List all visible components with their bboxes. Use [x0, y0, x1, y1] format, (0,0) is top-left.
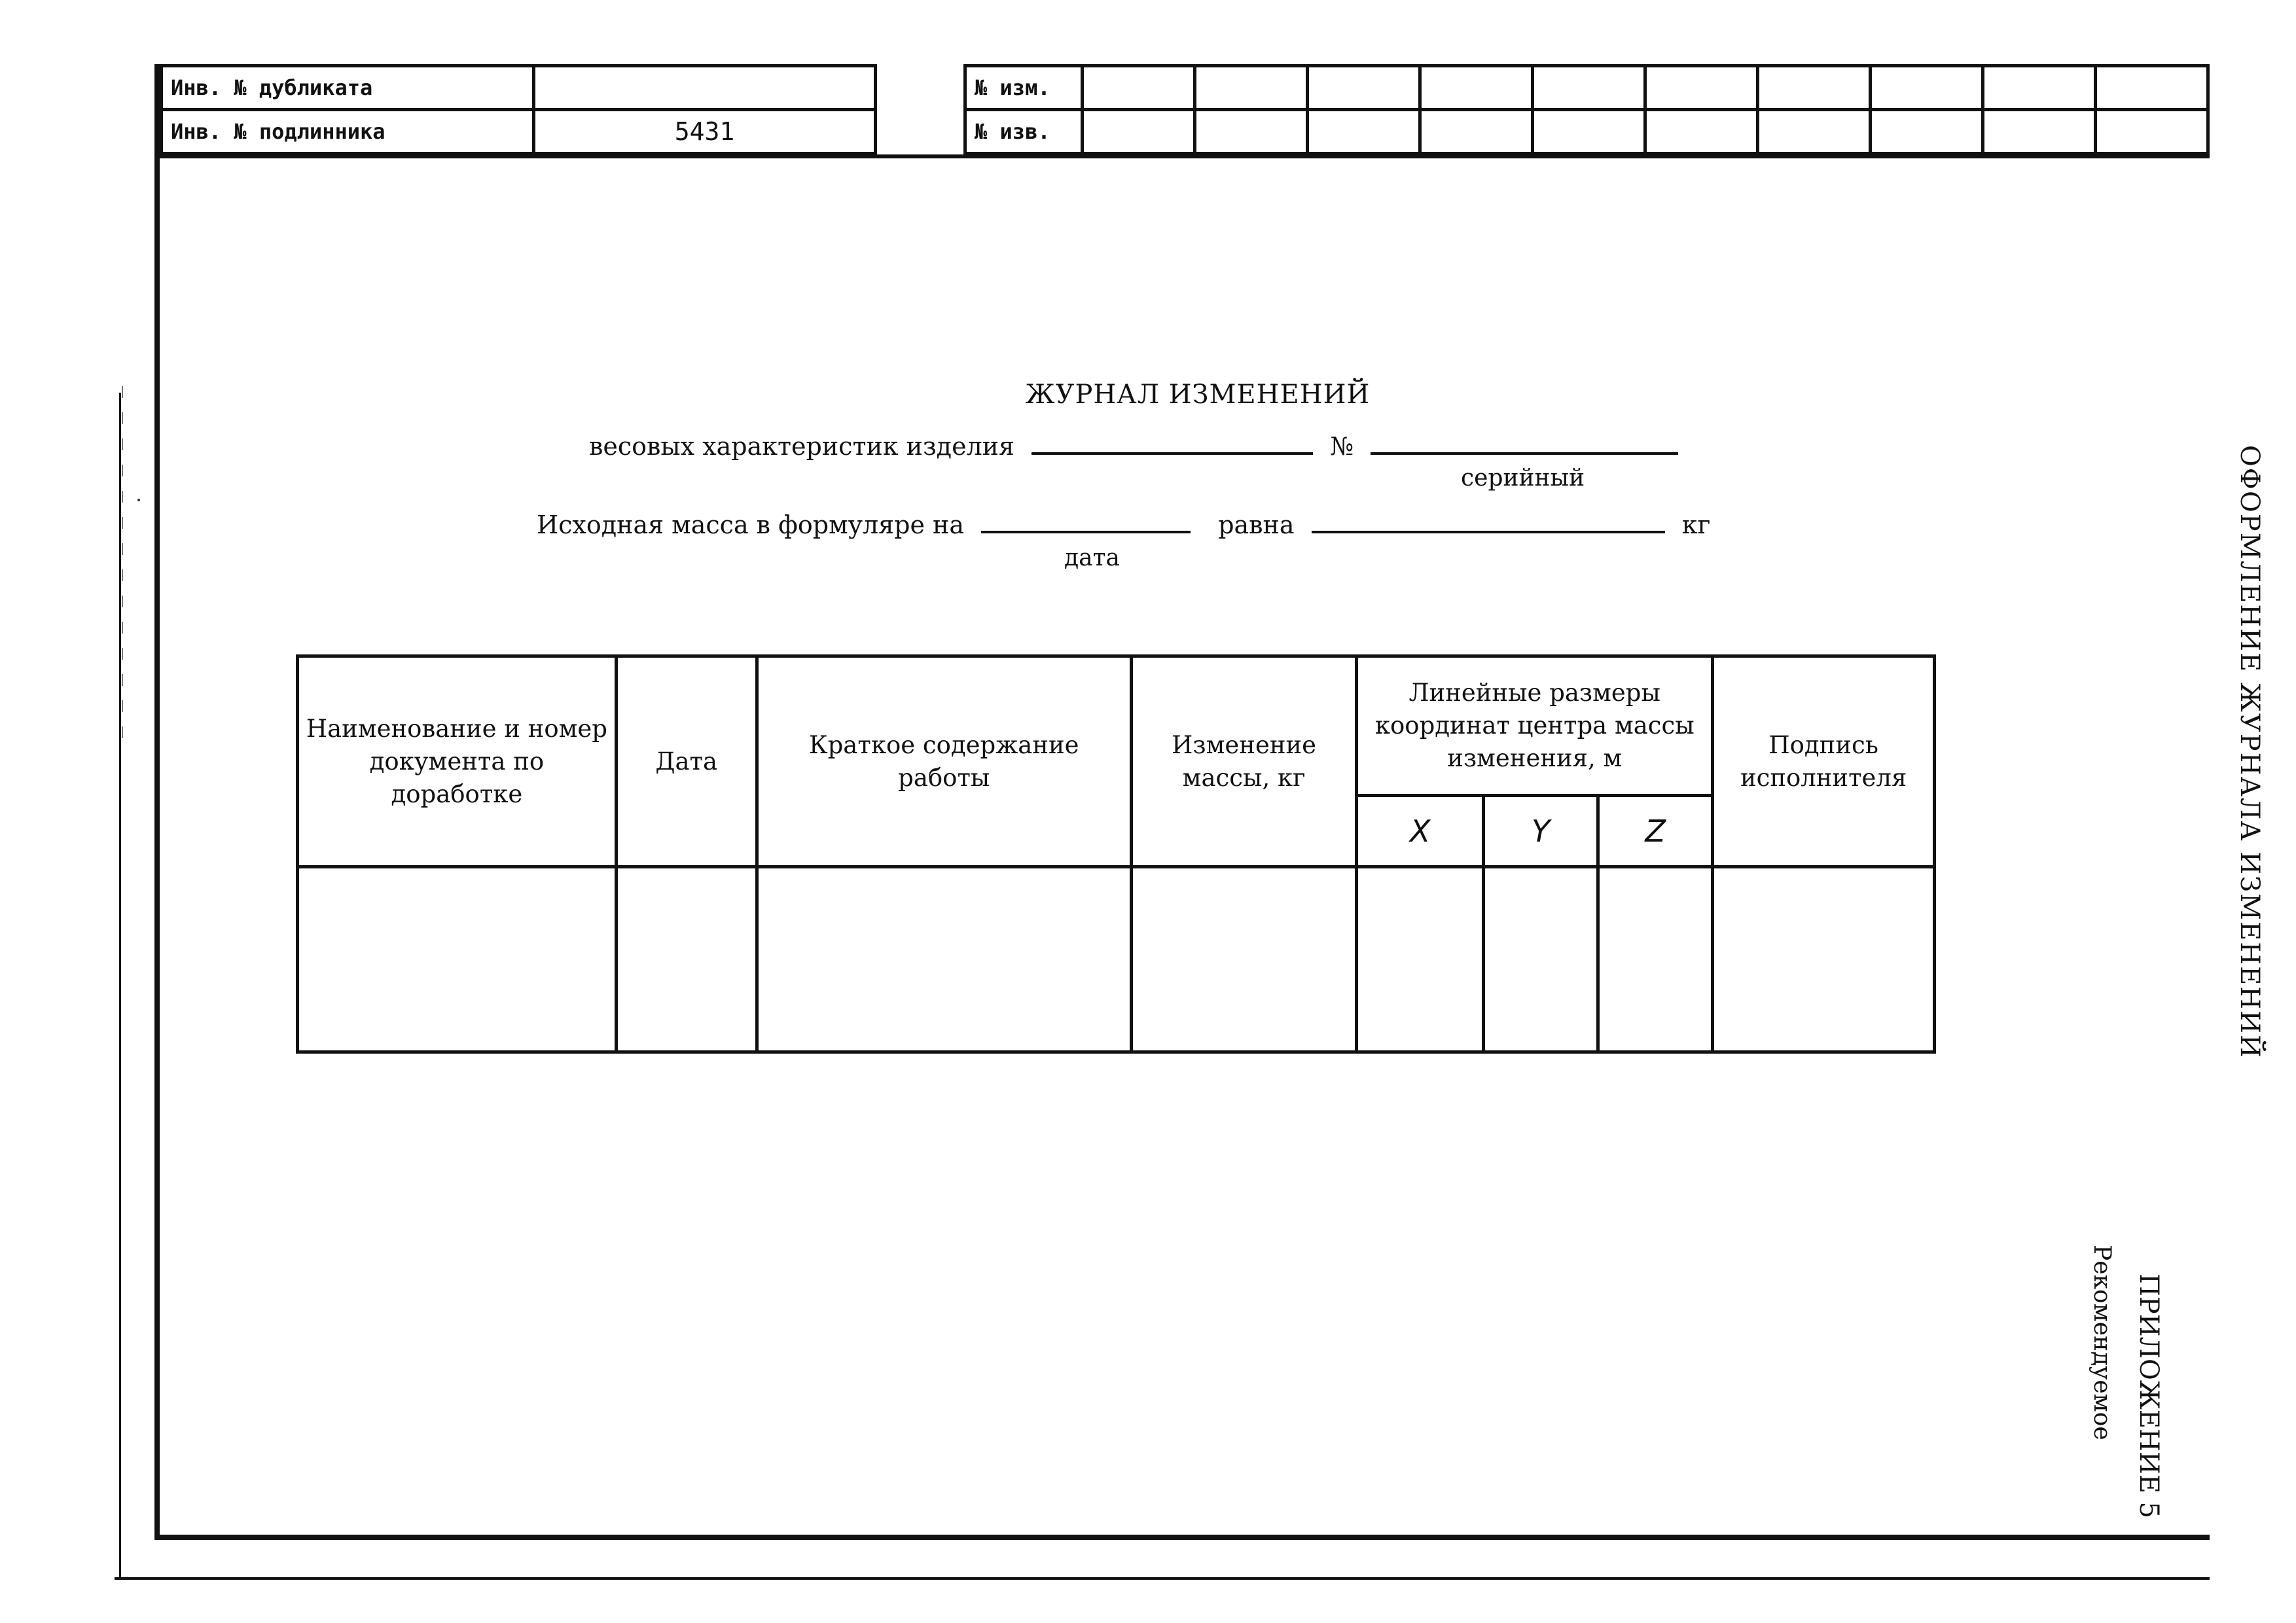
outer-left-border	[119, 393, 121, 1577]
col-work: Краткое содержание работы	[757, 656, 1131, 867]
binding-dash-line	[122, 386, 123, 753]
revision-cell	[1420, 66, 1533, 110]
cell-x	[1357, 867, 1484, 1052]
revision-cell	[1645, 66, 1758, 110]
appendix-note: Рекомендуемое	[2089, 1245, 2115, 1440]
frame-bottom-border	[154, 1535, 2210, 1540]
cell-mass	[1131, 867, 1357, 1052]
notice-cell	[1533, 110, 1645, 154]
table-row	[298, 867, 1935, 1052]
mass-line	[537, 510, 1710, 539]
axis-x: X	[1357, 796, 1484, 867]
duplicate-inv-label: Инв. № дубликата	[162, 66, 534, 110]
revision-cell	[1983, 66, 2096, 110]
axis-z: Z	[1598, 796, 1713, 867]
equals-text: равна	[1218, 510, 1295, 539]
axis-y: Y	[1484, 796, 1598, 867]
serial-blank	[1371, 452, 1678, 455]
number-sign: №	[1330, 432, 1354, 461]
revision-cell	[1308, 66, 1420, 110]
frame-left-border	[154, 64, 160, 1540]
cell-work	[757, 867, 1131, 1052]
notice-cell	[1308, 110, 1420, 154]
original-inv-label: Инв. № подлинника	[162, 110, 534, 154]
duplicate-inv-value	[534, 66, 876, 110]
revision-stamp	[963, 64, 2210, 155]
revision-cell	[1533, 66, 1645, 110]
notice-cell	[1420, 110, 1533, 154]
product-line	[589, 432, 1678, 461]
revision-cell	[1195, 66, 1308, 110]
binding-dot	[137, 499, 140, 501]
kg-unit: кг	[1681, 510, 1711, 539]
notice-cell	[1983, 110, 2096, 154]
cell-date	[616, 867, 757, 1052]
outer-bottom-border	[115, 1577, 2210, 1580]
notice-cell	[2096, 110, 2208, 154]
journal-title: ЖУРНАЛ ИЗМЕНЕНИЙ	[1025, 380, 1371, 410]
revision-cell	[1758, 66, 1871, 110]
revision-cell	[1871, 66, 1983, 110]
product-blank	[1031, 452, 1313, 455]
cell-document	[298, 867, 617, 1052]
notice-cell	[1645, 110, 1758, 154]
notice-no-label: № изв.	[965, 110, 1083, 154]
col-signature: Подпись исполнителя	[1713, 656, 1935, 867]
col-dimensions: Линейные размеры координат центра массы изменения, м	[1357, 656, 1713, 796]
product-line-text: весовых характеристик изделия	[589, 432, 1015, 461]
serial-caption: серийный	[1461, 465, 1585, 491]
col-document: Наименование и номер документа по доработке	[298, 656, 617, 867]
change-journal-table	[296, 654, 1936, 1054]
date-caption: дата	[1064, 544, 1121, 571]
appendix-title: ПРИЛОЖЕНИЕ 5	[2134, 1274, 2164, 1519]
original-inv-value: 5431	[534, 110, 876, 154]
revision-cell	[2096, 66, 2208, 110]
revision-cell	[1083, 66, 1195, 110]
cell-z	[1598, 867, 1713, 1052]
date-blank	[981, 531, 1191, 533]
inventory-stamp	[160, 64, 877, 155]
section-title-vertical: ОФОРМЛЕНИЕ ЖУРНАЛА ИЗМЕНЕНИЙ	[2234, 445, 2265, 1059]
revision-no-label: № изм.	[965, 66, 1083, 110]
col-mass-change: Изменение массы, кг	[1131, 656, 1357, 867]
notice-cell	[1758, 110, 1871, 154]
notice-cell	[1083, 110, 1195, 154]
col-date: Дата	[616, 656, 757, 867]
notice-cell	[1871, 110, 1983, 154]
cell-signature	[1713, 867, 1935, 1052]
mass-blank	[1312, 531, 1665, 533]
notice-cell	[1195, 110, 1308, 154]
cell-y	[1484, 867, 1598, 1052]
mass-line-text: Исходная масса в формуляре на	[537, 510, 964, 539]
